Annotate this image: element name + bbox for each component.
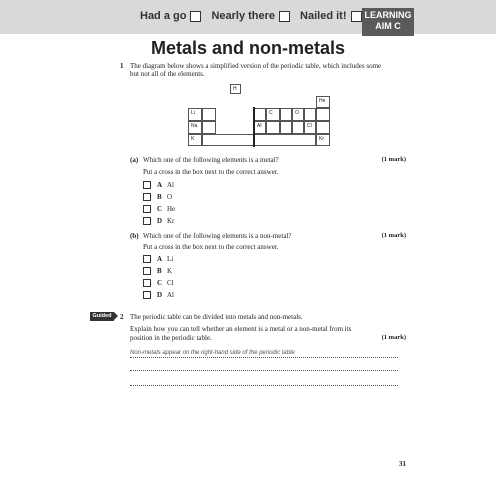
mark-allocation: (1 mark) xyxy=(381,156,406,163)
element-cell: K xyxy=(188,134,202,146)
element-cell xyxy=(316,121,330,134)
element-cell: Kr xyxy=(316,134,330,146)
option-text: He xyxy=(167,205,176,213)
answer-checkbox[interactable] xyxy=(143,205,151,213)
element-cell xyxy=(316,108,330,121)
option-text: Cl xyxy=(167,279,174,287)
instruction-text: Put a cross in the box next to the correct answer. xyxy=(143,168,279,176)
aim-line2: AIM C xyxy=(375,21,401,31)
element-cell: Al xyxy=(254,121,266,134)
answer-option[interactable] xyxy=(143,217,174,225)
option-letter: D xyxy=(157,291,163,299)
answer-checkbox[interactable] xyxy=(143,291,151,299)
question-text: The periodic table can be divided into metals and non-metals. xyxy=(130,313,303,321)
progress-nearly-there[interactable] xyxy=(211,10,290,22)
option-letter: A xyxy=(157,255,163,263)
option-text: O xyxy=(167,193,173,201)
answer-option[interactable] xyxy=(143,267,172,275)
answer-checkbox[interactable] xyxy=(143,181,151,189)
element-cell: O xyxy=(292,108,304,121)
question-text: Explain how you can tell whether an element is a metal or a non-metal from its xyxy=(130,325,352,333)
option-letter: C xyxy=(157,205,163,213)
answer-line[interactable] xyxy=(130,385,398,386)
option-letter: A xyxy=(157,181,163,189)
aim-line1: LEARNING xyxy=(364,10,412,20)
answer-option[interactable] xyxy=(143,255,173,263)
learning-aim-badge xyxy=(362,8,414,36)
progress-nailed-it[interactable] xyxy=(300,10,361,22)
element-cell: He xyxy=(316,96,330,108)
element-cell: Cl xyxy=(304,121,316,134)
question-number: 2 xyxy=(120,313,124,321)
option-text: Al xyxy=(167,291,174,299)
option-text: Li xyxy=(167,255,174,263)
part-label: (b) xyxy=(130,232,139,240)
element-cell xyxy=(254,134,316,146)
question-number: 1 xyxy=(120,62,124,70)
answer-checkbox[interactable] xyxy=(143,267,151,275)
element-cell xyxy=(292,121,304,134)
part-prompt: Which one of the following elements is a non-metal? xyxy=(143,232,292,240)
option-letter: B xyxy=(157,193,162,201)
answer-text: Non-metals appear on the right-hand side of the periodic table xyxy=(130,350,295,356)
option-text: K xyxy=(167,267,173,275)
mark-allocation: (1 mark) xyxy=(381,334,406,341)
element-cell: C xyxy=(266,108,280,121)
progress-checkbox[interactable] xyxy=(351,11,362,22)
part-label: (a) xyxy=(130,156,139,164)
instruction-text: Put a cross in the box next to the correct answer. xyxy=(143,243,279,251)
element-cell xyxy=(280,108,292,121)
element-cell xyxy=(254,108,266,121)
answer-checkbox[interactable] xyxy=(143,217,151,225)
answer-line[interactable] xyxy=(130,357,398,358)
element-cell xyxy=(266,121,280,134)
guided-badge: Guided xyxy=(90,312,114,321)
answer-checkbox[interactable] xyxy=(143,279,151,287)
progress-checkbox[interactable] xyxy=(190,11,201,22)
option-letter: B xyxy=(157,267,162,275)
option-letter: D xyxy=(157,217,163,225)
progress-had-a-go[interactable] xyxy=(140,10,201,22)
question-text: position in the periodic table. xyxy=(130,334,212,342)
page-title: Metals and non-metals xyxy=(150,38,346,58)
page-number: 31 xyxy=(399,460,406,468)
answer-option[interactable] xyxy=(143,291,174,299)
element-cell xyxy=(202,121,216,134)
mark-allocation: (1 mark) xyxy=(381,232,406,239)
option-letter: C xyxy=(157,279,163,287)
progress-label: Had a go xyxy=(140,10,187,22)
answer-option[interactable] xyxy=(143,193,172,201)
question-text: The diagram below shows a simplified version of the periodic table, which includes some xyxy=(130,62,382,70)
progress-label: Nearly there xyxy=(211,10,276,22)
progress-tracker xyxy=(140,10,368,22)
element-cell xyxy=(280,121,292,134)
answer-option[interactable] xyxy=(143,181,174,189)
element-cell: Li xyxy=(188,108,202,121)
answer-checkbox[interactable] xyxy=(143,193,151,201)
progress-label: Nailed it! xyxy=(300,10,347,22)
element-cell xyxy=(202,134,254,146)
metal-boundary-line xyxy=(253,107,255,147)
element-cell: Na xyxy=(188,121,202,134)
element-cell: H xyxy=(230,84,241,94)
answer-checkbox[interactable] xyxy=(143,255,151,263)
answer-line[interactable] xyxy=(130,370,398,371)
answer-option[interactable] xyxy=(143,279,174,287)
option-text: Al xyxy=(167,181,174,189)
option-text: Kr xyxy=(167,217,175,225)
element-cell xyxy=(202,108,216,121)
answer-option[interactable] xyxy=(143,205,175,213)
question-text: but not all of the elements. xyxy=(130,70,205,78)
progress-checkbox[interactable] xyxy=(279,11,290,22)
element-cell xyxy=(304,108,316,121)
part-prompt: Which one of the following elements is a metal? xyxy=(143,156,279,164)
